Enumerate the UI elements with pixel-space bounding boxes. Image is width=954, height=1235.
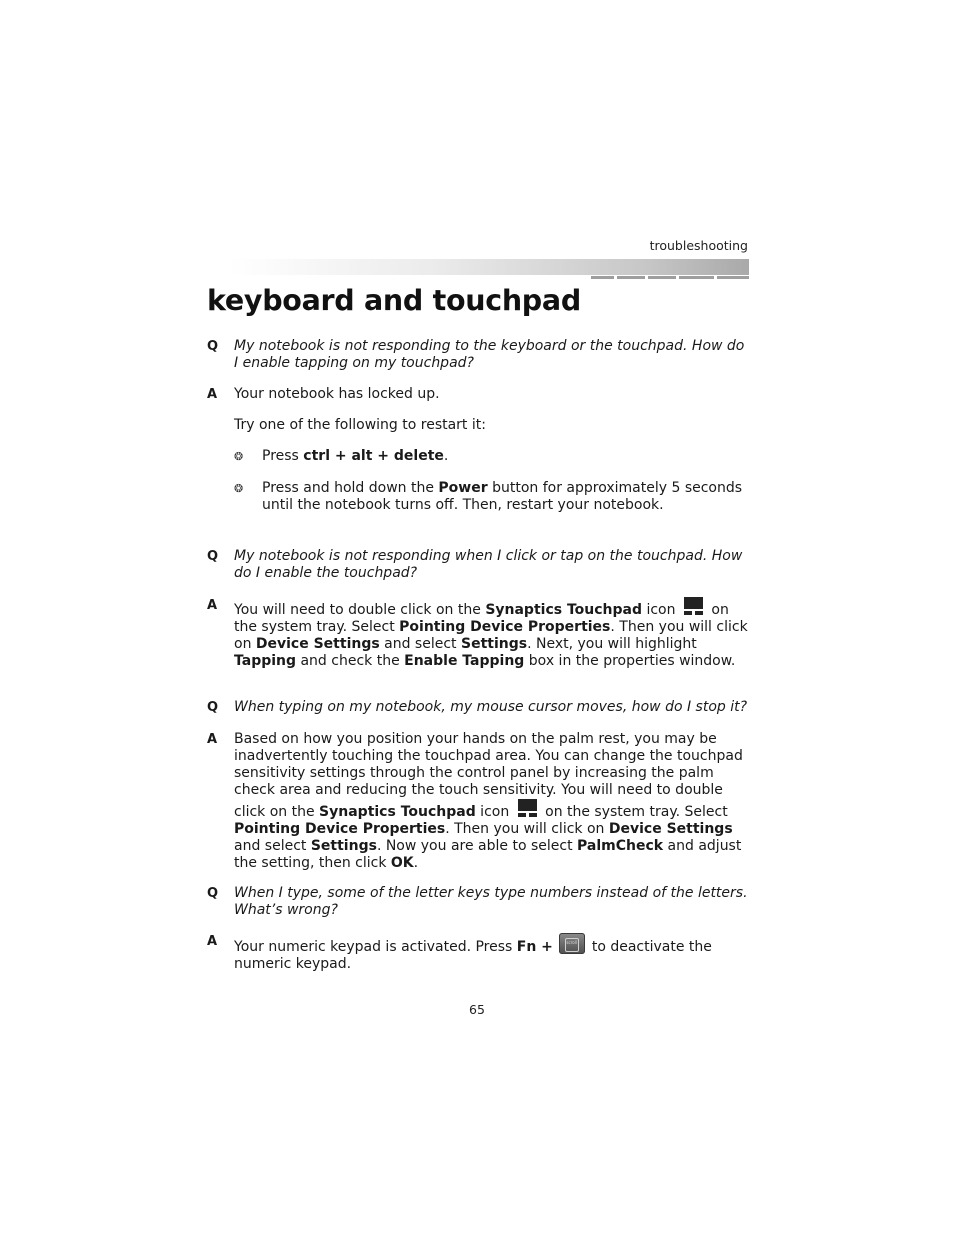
q-tag: Q [207, 549, 219, 564]
page-number: 65 [469, 1002, 485, 1017]
synaptics-touchpad-icon [518, 799, 537, 818]
bullet-mark-icon: ❂ [234, 450, 244, 463]
answer-4 [207, 933, 750, 973]
a-tag: A [207, 598, 218, 613]
answer-1 [207, 386, 750, 403]
question-3 [207, 699, 750, 716]
page-title: keyboard and touchpad [207, 284, 581, 317]
question-text: When I type, some of the letter keys type numbers instead of the letters. What’s wrong? [234, 885, 748, 918]
answer-3 [207, 731, 750, 872]
bullet-item: ❂ Press ctrl + alt + delete. [234, 448, 449, 464]
answer-text: You will need to double click on the Synaptics Touchpad icon on the system tray. Select Pointing Device Properties. Then you will click on Device Settings and select Settings. Next, you will highlight Tapping and check the Enable Tapping box in the properties window. [234, 597, 750, 670]
scroll-lock-key-icon: scroll [559, 933, 585, 954]
answer-2 [207, 597, 750, 670]
answer-text: Based on how you position your hands on the palm rest, you may be inadvertently touching the touchpad area. You can change the touchpad sensitivity settings through the control panel by increasing the palm check area and reducing the touch sensitivity. You will need to double click on the Synaptics Touchpad icon on the system tray. Select Pointing Device Properties. Then you will click on Device Settings and select Settings. Now you are able to select PalmCheck and adjust the setting, then click OK. [234, 731, 743, 871]
answer-text: Your notebook has locked up. [234, 386, 440, 402]
question-1 [207, 338, 750, 372]
bullet-mark-icon: ❂ [234, 482, 244, 495]
bullet-item: ❂ Press and hold down the Power button for approximately 5 seconds until the notebook turns off. Then, restart your notebook. [234, 480, 743, 513]
a-tag: A [207, 732, 218, 747]
section-label: troubleshooting [649, 238, 748, 253]
question-text: My notebook is not responding to the keyboard or the touchpad. How do I enable tapping on my touchpad? [234, 338, 745, 371]
header-tab-strip [591, 276, 749, 279]
header-gradient-bar [228, 259, 749, 275]
question-4 [207, 885, 750, 919]
q-tag: Q [207, 700, 219, 715]
answer-text: Your numeric keypad is activated. Press Fn + scroll to deactivate the numeric keypad. [234, 933, 750, 973]
a-tag: A [207, 387, 218, 402]
synaptics-touchpad-icon [684, 597, 703, 616]
question-text: When typing on my notebook, my mouse cursor moves, how do I stop it? [234, 699, 748, 715]
q-tag: Q [207, 339, 219, 354]
a-tag: A [207, 934, 218, 949]
question-text: My notebook is not responding when I click or tap on the touchpad. How do I enable the touchpad? [234, 548, 743, 581]
answer-1-try: Try one of the following to restart it: [234, 417, 486, 433]
question-2 [207, 548, 750, 582]
q-tag: Q [207, 886, 219, 901]
